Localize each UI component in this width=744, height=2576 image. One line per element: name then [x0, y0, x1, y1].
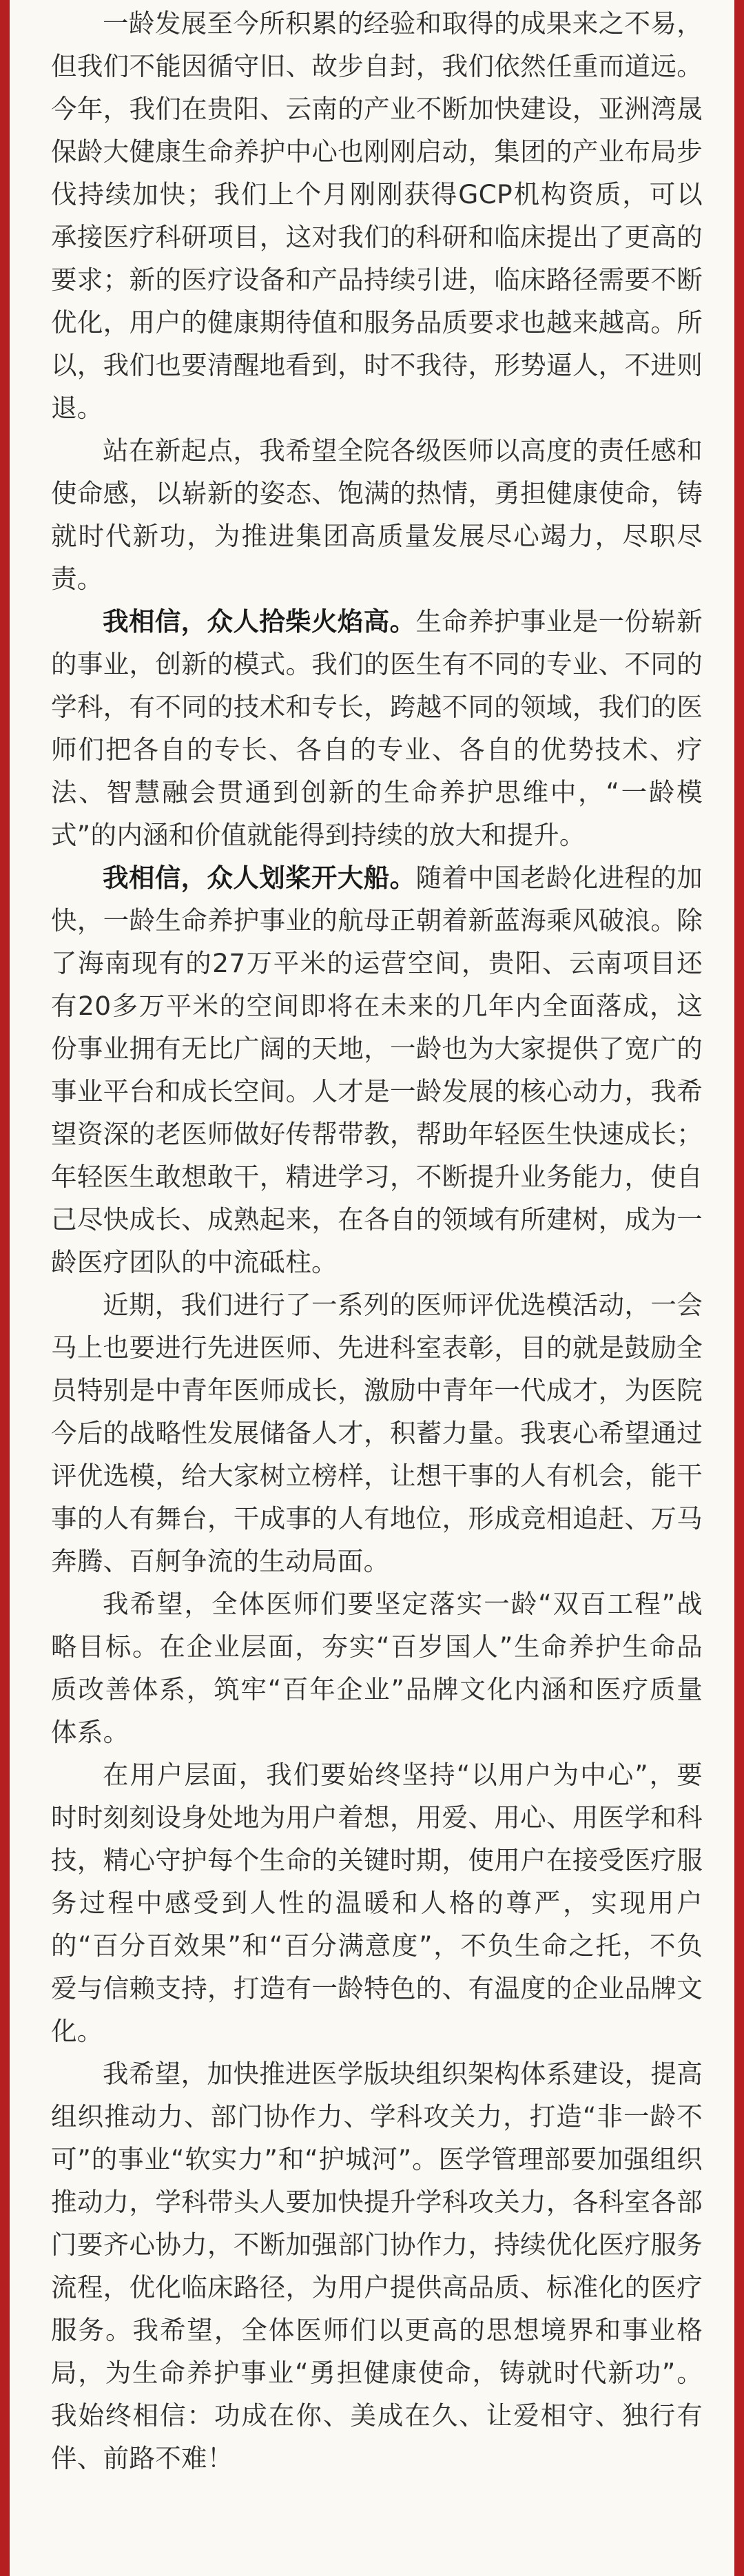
right-red-border: [734, 0, 744, 2576]
paragraph-1-text: 一龄发展至今所积累的经验和取得的成果来之不易，但我们不能因循守旧、故步自封，我们依然任重而道远。今年，我们在贵阳、云南的产业不断加快建设，亚洲湾晟保龄大健康生命养护中心也刚刚启动，集团的产业布局步伐持续加快；我们上个月刚刚获得GCP机构资质，可以承接医疗科研项目，这对我们的科研和临床提出了更高的要求；新的医疗设备和产品持续引进，临床路径需要不断优化，用户的健康期待值和服务品质要求也越来越高。所以，我们也要清醒地看到，时不我待，形势逼人，不进则退。: [51, 8, 703, 423]
paragraph-1: [51, 2, 703, 429]
paragraph-5-text: 近期，我们进行了一系列的医师评优选模活动，一会马上也要进行先进医师、先进科室表彰，目的就是鼓励全员特别是中青年医师成长，激励中青年一代成才，为医院今后的战略性发展储备人才，积蓄力量。我衷心希望通过评优选模，给大家树立榜样，让想干事的人有机会，能干事的人有舞台，干成事的人有地位，形成竞相追赶、万马奔腾、百舸争流的生动局面。: [51, 1290, 703, 1576]
article-body: [51, 2, 703, 2480]
paragraph-7: [51, 1753, 703, 2052]
paragraph-5: [51, 1284, 703, 1583]
paragraph-6: [51, 1583, 703, 1753]
paragraph-4-lead: 我相信，众人划桨开大船。: [103, 863, 416, 893]
paragraph-7-text: 在用户层面，我们要始终坚持“以用户为中心”，要时时刻刻设身处地为用户着想，用爱、用心、用医学和科技，精心守护每个生命的关键时期，使用户在接受医疗服务过程中感受到人性的温暖和人格的尊严，实现用户的“百分百效果”和“百分满意度”，不负生命之托，不负爱与信赖支持，打造有一龄特色的、有温度的企业品牌文化。: [51, 1760, 703, 2046]
paragraph-4-text: 随着中国老龄化进程的加快，一龄生命养护事业的航母正朝着新蓝海乘风破浪。除了海南现有的27万平米的运营空间，贵阳、云南项目还有20多万平米的空间即将在未来的几年内全面落成，这份事业拥有无比广阔的天地，一龄也为大家提供了宽广的事业平台和成长空间。人才是一龄发展的核心动力，我希望资深的老医师做好传帮带教，帮助年轻医生快速成长；年轻医生敢想敢干，精进学习，不断提升业务能力，使自己尽快成长、成熟起来，在各自的领域有所建树，成为一龄医疗团队的中流砥柱。: [51, 863, 703, 1277]
paragraph-4: [51, 856, 703, 1284]
paragraph-2: [51, 429, 703, 600]
paragraph-3-lead: 我相信，众人拾柴火焰高。: [103, 606, 416, 637]
paragraph-3: [51, 600, 703, 856]
paragraph-8: [51, 2052, 703, 2480]
left-red-border: [0, 0, 10, 2576]
article-panel: [10, 0, 734, 2576]
paragraph-3-text: 生命养护事业是一份崭新的事业，创新的模式。我们的医生有不同的专业、不同的学科，有不同的技术和专长，跨越不同的领域，我们的医师们把各自的专长、各自的专业、各自的优势技术、疗法、智慧融会贯通到创新的生命养护思维中，“一龄模式”的内涵和价值就能得到持续的放大和提升。: [51, 606, 703, 850]
paragraph-8-text: 我希望，加快推进医学版块组织架构体系建设，提高组织推动力、部门协作力、学科攻关力，打造“非一龄不可”的事业“软实力”和“护城河”。医学管理部要加强组织推动力，学科带头人要加快提升学科攻关力，各科室各部门要齐心协力，不断加强部门协作力，持续优化医疗服务流程，优化临床路径，为用户提供高品质、标准化的医疗服务。我希望，全体医师们以更高的思想境界和事业格局，为生命养护事业“勇担健康使命，铸就时代新功”。我始终相信：功成在你、美成在久、让爱相守、独行有伴、前路不难！: [51, 2059, 703, 2473]
paragraph-6-text: 我希望，全体医师们要坚定落实一龄“双百工程”战略目标。在企业层面，夯实“百岁国人”生命养护生命品质改善体系，筑牢“百年企业”品牌文化内涵和医疗质量体系。: [51, 1589, 703, 1747]
paragraph-2-text: 站在新起点，我希望全院各级医师以高度的责任感和使命感，以崭新的姿态、饱满的热情，勇担健康使命，铸就时代新功，为推进集团高质量发展尽心竭力，尽职尽责。: [51, 435, 703, 594]
